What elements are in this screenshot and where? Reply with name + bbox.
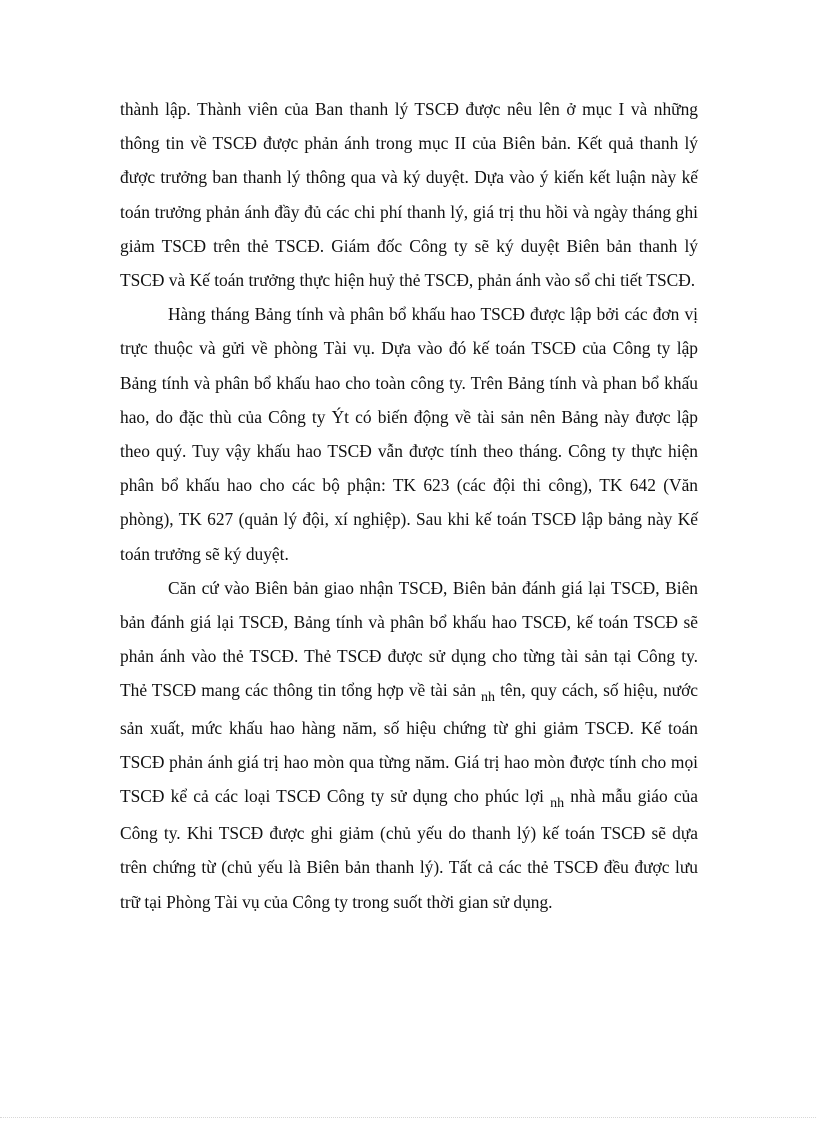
- subscript-nh-1: nh: [481, 690, 496, 706]
- asset-card-text-2: tên, quy cách, số hiệu, nước sản xuất, mức khấu hao hàng năm, số hiệu chứng từ ghi giảm TSCĐ. Kế toán TSCĐ phản ánh giá trị hao mòn qua từng năm. Giá trị hao mòn được tính cho mọi TSCĐ kể cả các loại TSCĐ Công ty sử dụng cho phúc lợi: [120, 680, 698, 807]
- asset-card-text-1: Căn cứ vào Biên bản giao nhận TSCĐ, Biên bản đánh giá lại TSCĐ, Biên bản đánh giá lại TSCĐ, Bảng tính và phân bổ khấu hao TSCĐ, kế toán TSCĐ sẽ phản ánh vào thẻ TSCĐ. Thẻ TSCĐ được sử dụng cho từng tài sản tại Công ty. Thẻ TSCĐ mang các thông tin tổng hợp về tài sản: [120, 577, 698, 701]
- document-body: [120, 92, 698, 919]
- subscript-nh-2: nh: [550, 796, 565, 812]
- paragraph-depreciation: Hàng tháng Bảng tính và phân bổ khấu hao TSCĐ được lập bởi các đơn vị trực thuộc và gửi về phòng Tài vụ. Dựa vào đó kế toán TSCĐ của Công ty lập Bảng tính và phân bổ khấu hao cho toàn công ty. Trên Bảng tính và phan bổ khấu hao, do đặc thù của Công ty Ýt có biến động về tài sản nên Bảng này được lập theo quý. Tuy vậy khấu hao TSCĐ vẫn được tính theo tháng. Công ty thực hiện phân bổ khấu hao cho các bộ phận: TK 623 (các đội thi công), TK 642 (Văn phòng), TK 627 (quản lý đội, xí nghiệp). Sau khi kế toán TSCĐ lập bảng này Kế toán trưởng sẽ ký duyệt.: [120, 304, 698, 564]
- paragraph-asset-card: [120, 571, 698, 919]
- asset-card-text-3: nhà mẫu giáo của Công ty. Khi TSCĐ được ghi giảm (chủ yếu do thanh lý) kế toán TSCĐ sẽ dựa trên chứng từ (chủ yếu là Biên bản thanh lý). Tất cả các thẻ TSCĐ đều được lưu trữ tại Phòng Tài vụ của Công ty trong suốt thời gian sử dụng.: [120, 786, 698, 912]
- paragraph-liquidation: thành lập. Thành viên của Ban thanh lý TSCĐ được nêu lên ở mục I và những thông tin về TSCĐ được phản ánh trong mục II của Biên bản. Kết quả thanh lý được trưởng ban thanh lý thông qua và ký duyệt. Dựa vào ý kiến kết luận này kế toán trưởng phản ánh đầy đủ các chi phí thanh lý, giá trị thu hồi và ngày tháng ghi giảm TSCĐ trên thẻ TSCĐ. Giám đốc Công ty sẽ ký duyệt Biên bản thanh lý TSCĐ và Kế toán trưởng thực hiện huỷ thẻ TSCĐ, phản ánh vào sổ chi tiết TSCĐ.: [120, 99, 698, 291]
- page-bottom-border: [0, 1117, 816, 1118]
